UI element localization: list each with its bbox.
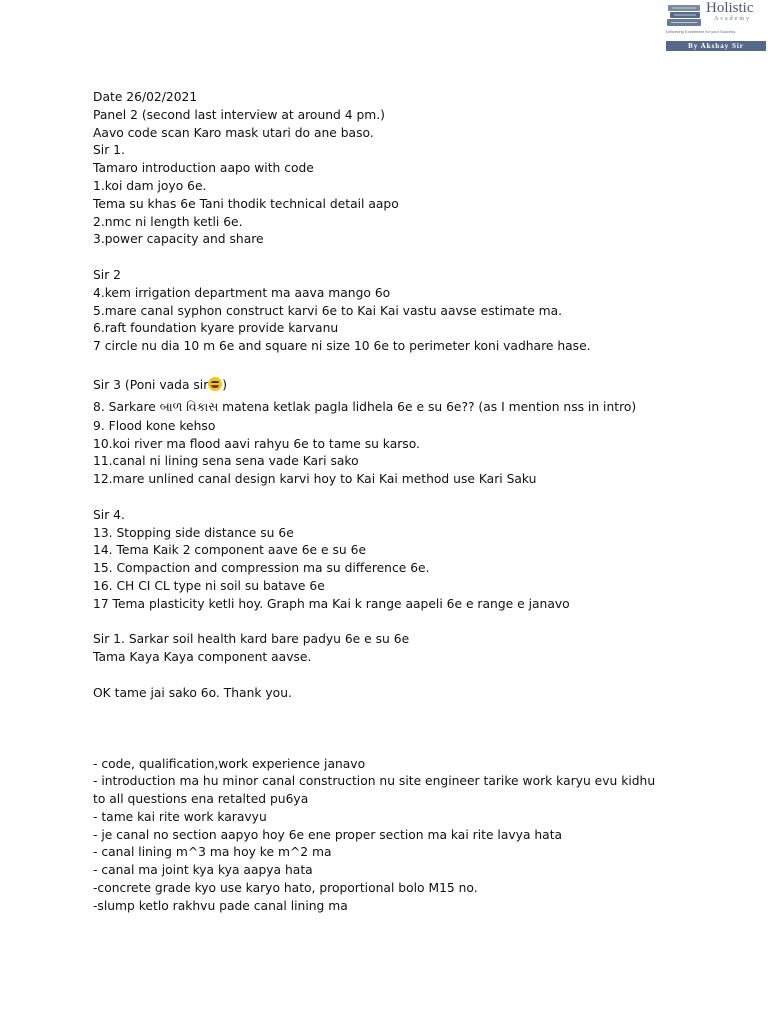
section-heading: [93, 374, 733, 396]
note-line: - je canal no section aapyo hoy 6e ene proper section ma kai rite lavya hata: [93, 827, 563, 842]
logo-author-band: By Akshay Sir: [666, 41, 766, 51]
question-line: 12.mare unlined canal design karvi hoy to Kai Kai method use Kari Saku: [93, 472, 537, 487]
question-line: 8. Sarkare બાળ વિકાસ matena ketlak pagla lidhela 6e e su 6e?? (as I mention nss in intro): [93, 399, 637, 414]
question-line: 5.mare canal syphon construct karvi 6e to Kai Kai vastu aavse estimate ma.: [93, 303, 563, 318]
note-line: - tame kai rite work karavyu: [93, 809, 267, 824]
note-line: - introduction ma hu minor canal construction nu site engineer tarike work karyu evu kidhu: [93, 774, 656, 789]
books-icon: [666, 2, 704, 30]
section-heading-close: ): [222, 377, 228, 392]
section-heading: Sir 4.: [93, 507, 125, 522]
question-line: 16. CH CI CL type ni soil su batave 6e: [93, 578, 325, 593]
note-line: - canal lining m^3 ma hoy ke m^2 ma: [93, 845, 332, 860]
blank-line: [93, 667, 733, 685]
question-line: 17 Tema plasticity ketli hoy. Graph ma Kai k range aapeli 6e e range e janavo: [93, 596, 570, 611]
note-line: - canal ma joint kya kya aapya hata: [93, 863, 313, 878]
question-line: 14. Tema Kaik 2 component aave 6e e su 6e: [93, 543, 367, 558]
note-line: -concrete grade kyo use karyo hato, proportional bolo M15 no.: [93, 881, 478, 896]
question-line: 4.kem irrigation department ma aava mango 6o: [93, 285, 391, 300]
question-line: 9. Flood kone kehso: [93, 418, 216, 433]
question-line: 11.canal ni lining sena sena vade Kari sako: [93, 454, 359, 469]
logo-tagline: Delivering Excellence for your Success: [666, 29, 736, 34]
note-line: -slump ketlo rakhvu pade canal lining ma: [93, 898, 348, 913]
question-line: 15. Compaction and compression ma su difference 6e.: [93, 561, 430, 576]
section-heading: Sir 2: [93, 267, 122, 282]
question-line: 2.nmc ni length ketli 6e.: [93, 214, 243, 229]
section-heading: Sir 1.: [93, 143, 125, 158]
date-line: Date 26/02/2021: [93, 90, 198, 104]
closing-line: OK tame jai sako 6o. Thank you.: [93, 685, 292, 700]
panel-line: Panel 2 (second last interview at around 4 pm.): [93, 107, 385, 122]
grinning-sweat-emoji-icon: [208, 377, 222, 391]
blank-line: [93, 614, 733, 632]
text-line: Tamaro introduction aapo with code: [93, 161, 314, 176]
question-line: 10.koi river ma flood aavi rahyu 6e to tame su karso.: [93, 436, 420, 451]
text-line: Aavo code scan Karo mask utari do ane baso.: [93, 125, 374, 140]
section-heading-text: Sir 3 (Poni vada sir: [93, 377, 209, 392]
logo-subtitle: Academy: [714, 16, 751, 22]
blank-line: [93, 356, 733, 374]
blank-space: [93, 703, 733, 756]
question-line: 3.power capacity and share: [93, 232, 264, 247]
blank-line: [93, 249, 733, 267]
blank-line: [93, 489, 733, 507]
question-line: 1.koi dam joyo 6e.: [93, 178, 207, 193]
question-line: 6.raft foundation kyare provide karvanu: [93, 321, 339, 336]
logo-name: Holistic: [706, 0, 754, 16]
text-line: Tama Kaya Kaya component aavse.: [93, 650, 312, 665]
text-line: Tema su khas 6e Tani thodik technical detail aapo: [93, 196, 399, 211]
document-body: [93, 89, 733, 916]
question-line: 13. Stopping side distance su 6e: [93, 525, 294, 540]
holistic-academy-logo: [664, 0, 768, 54]
note-line: to all questions ena retalted pu6ya: [93, 792, 309, 807]
question-line: Sir 1. Sarkar soil health kard bare padyu 6e e su 6e: [93, 632, 410, 647]
question-line: 7 circle nu dia 10 m 6e and square ni size 10 6e to perimeter koni vadhare hase.: [93, 339, 591, 354]
note-line: - code, qualification,work experience janavo: [93, 756, 366, 771]
